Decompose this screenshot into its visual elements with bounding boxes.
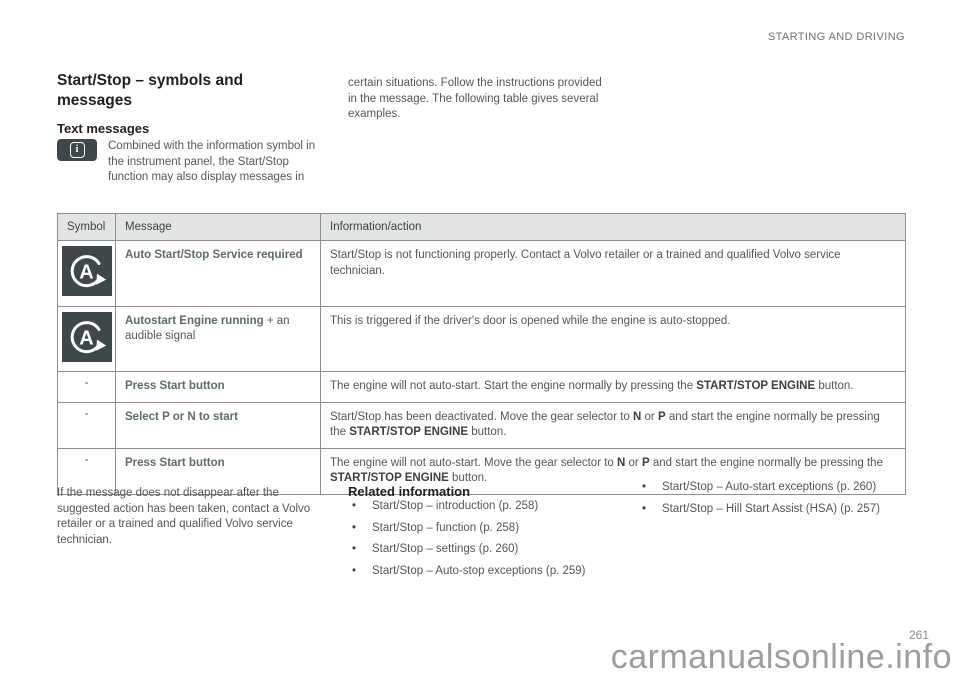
dash-glyph: -: [84, 453, 89, 466]
related-link-item: [348, 543, 633, 557]
message-text: Press Start button: [125, 380, 225, 392]
bullet-icon: •: [642, 502, 647, 515]
bullet-icon: •: [352, 543, 357, 555]
message-cell: [116, 241, 321, 307]
information-text: START/STOP ENGINE: [330, 472, 449, 484]
related-link-label: Start/Stop – settings (p. 260): [372, 543, 519, 555]
information-action-cell: [321, 372, 906, 403]
information-text: button.: [815, 380, 854, 392]
information-symbol-icon: [57, 139, 97, 161]
information-text: Start/Stop is not functioning properly. Contact a Volvo retailer or a trained and qualified Volvo service technician.: [330, 249, 841, 277]
table-row: [58, 402, 906, 448]
column-header: Symbol: [58, 214, 116, 241]
information-text: button.: [468, 426, 507, 438]
information-text: P: [641, 456, 650, 469]
footer-note: If the message does not disappear after the suggested action has been taken, contact a Volvo retailer or a trained and qualified Volvo service technician.: [57, 487, 311, 546]
message-cell: [116, 372, 321, 403]
related-link-item: [348, 522, 633, 536]
information-text: or: [625, 456, 642, 469]
dash-glyph: -: [84, 377, 89, 389]
info-icon-glyph: i: [70, 142, 85, 158]
bullet-icon: •: [642, 481, 647, 493]
svg-text:A: A: [78, 327, 94, 349]
information-text: or: [641, 410, 658, 423]
information-text: and start the engine normally be pressing the: [330, 410, 880, 438]
symbol-cell-dash: [58, 372, 116, 403]
running-header: STARTING AND DRIVING: [767, 31, 905, 43]
information-action-cell: [321, 402, 906, 448]
message-text: + an audible signal: [125, 314, 290, 342]
information-text: This is triggered if the driver's door is opened while the engine is auto-stopped.: [330, 314, 731, 327]
information-action-cell: [321, 306, 906, 372]
section-heading-text-messages: Text messages: [57, 121, 150, 136]
bullet-icon: •: [352, 500, 357, 512]
related-information-heading: Related information: [348, 484, 471, 499]
related-links-column-2: [638, 481, 923, 524]
information-text: START/STOP ENGINE: [696, 380, 816, 392]
intro-paragraph-middle: certain situations. Follow the instructions provided in the message. The following table gives several examples.: [348, 77, 602, 120]
symbol-cell-dash: [58, 402, 116, 448]
related-link-label: Start/Stop – introduction (p. 258): [372, 500, 539, 512]
auto-start-stop-icon: [62, 246, 112, 296]
related-link-item: [638, 481, 923, 495]
information-text: button.: [448, 472, 488, 484]
message-cell: [116, 402, 321, 448]
related-link-item: [348, 500, 633, 514]
related-link-label: Start/Stop – Auto-stop exceptions (p. 259): [372, 564, 586, 577]
page-title: Start/Stop – symbols and messages: [57, 72, 244, 109]
message-text: Press Start button: [125, 456, 225, 469]
information-text: and start the engine normally be pressing the: [649, 456, 883, 469]
symbols-messages-table: [57, 213, 906, 495]
page-number: 261: [908, 628, 929, 642]
intro-paragraph-left: Combined with the information symbol in the instrument panel, the Start/Stop function may also display messages in: [108, 140, 316, 183]
related-links-column-1: [348, 500, 633, 586]
table-row: [58, 372, 906, 403]
bullet-icon: •: [352, 521, 357, 534]
watermark: carmanualsonline.info: [610, 638, 952, 676]
message-text: Select P or N to start: [125, 410, 238, 423]
symbol-cell-icon: [58, 306, 116, 372]
symbol-cell-icon: [58, 241, 116, 307]
message-cell: [116, 306, 321, 372]
information-text: Start/Stop has been deactivated. Move the gear selector to: [330, 410, 634, 423]
table-row: [58, 306, 906, 372]
information-text: START/STOP ENGINE: [349, 426, 469, 438]
message-text: Autostart Engine running: [125, 314, 264, 327]
information-text: P: [657, 410, 666, 423]
related-link-item: [348, 565, 633, 579]
information-text: The engine will not auto-start. Start the engine normally by pressing the: [330, 380, 697, 392]
symbols-table-head-row: [58, 214, 906, 241]
table-row: [58, 241, 906, 307]
auto-start-stop-icon: [62, 312, 112, 362]
column-header: Message: [116, 214, 321, 241]
message-text: Auto Start/Stop Service required: [125, 249, 303, 261]
related-link-label: Start/Stop – Auto-start exceptions (p. 260): [662, 481, 877, 493]
related-link-item: [638, 503, 923, 517]
information-action-cell: [321, 241, 906, 307]
information-text: N: [617, 456, 626, 469]
bullet-icon: •: [352, 564, 357, 577]
column-header: Information/action: [321, 214, 906, 241]
related-link-label: Start/Stop – function (p. 258): [372, 521, 520, 534]
related-link-label: Start/Stop – Hill Start Assist (HSA) (p. 257): [662, 502, 880, 515]
information-text: N: [633, 410, 642, 423]
dash-glyph: -: [84, 407, 89, 420]
svg-text:A: A: [78, 261, 94, 284]
information-text: The engine will not auto-start. Move the gear selector to: [330, 456, 618, 469]
